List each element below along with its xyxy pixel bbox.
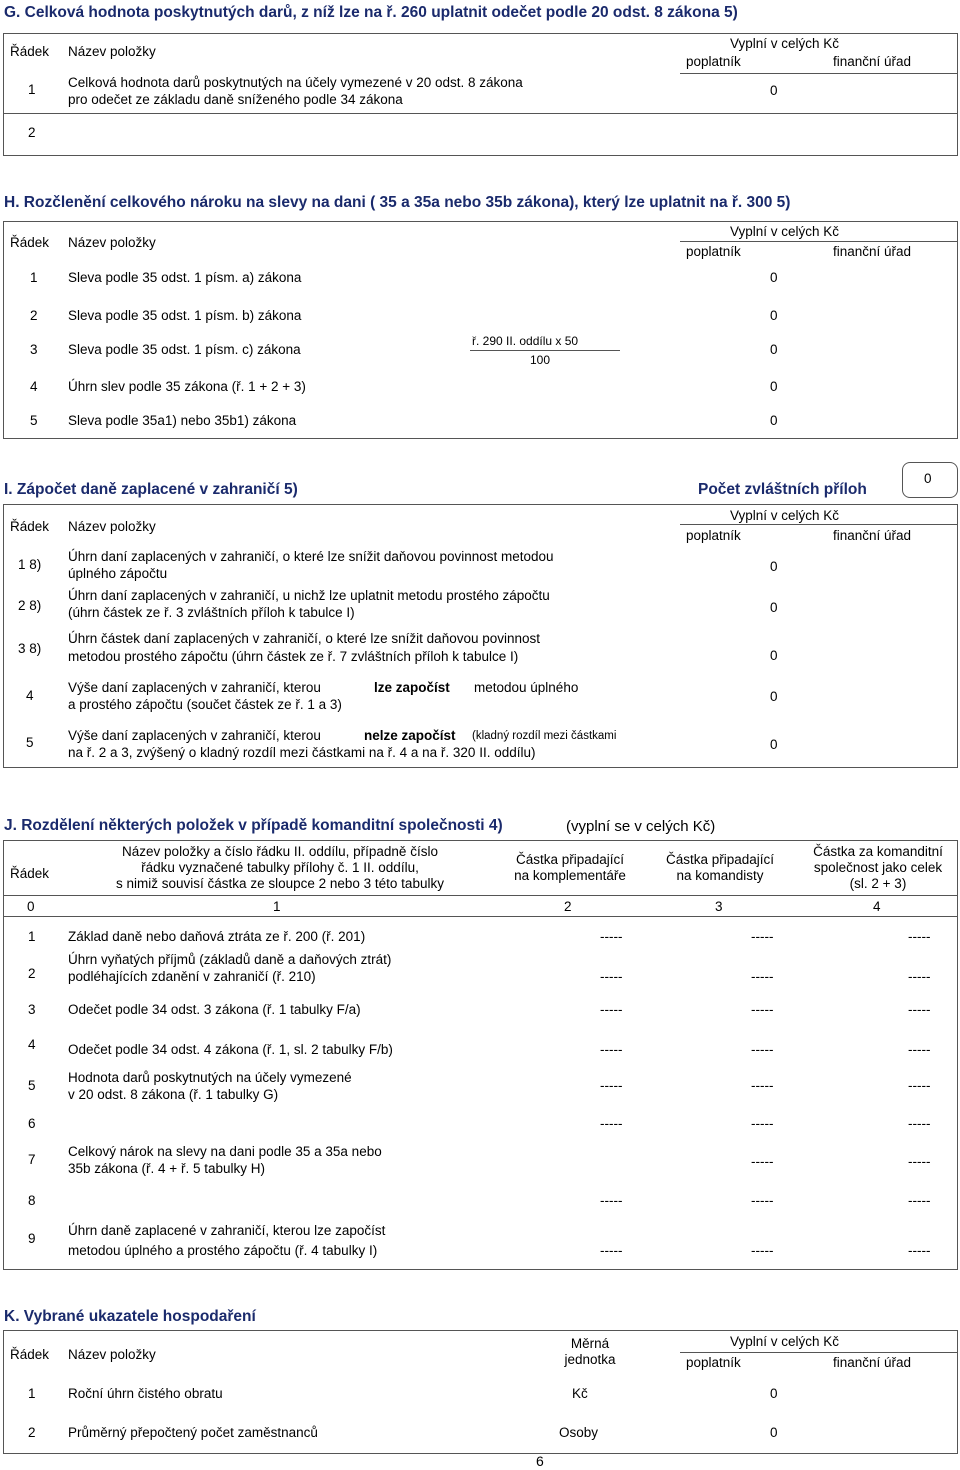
j-row8-num: 8 [28, 1193, 36, 1208]
j-r7-c3[interactable]: ----- [751, 1154, 774, 1169]
h-row5-num: 5 [30, 413, 38, 428]
g-row1-value[interactable]: 0 [770, 83, 778, 98]
i-col-nazev: Název položky [68, 519, 156, 534]
section-k-title: K. Vybrané ukazatele hospodaření [4, 1308, 256, 1325]
i-row3-num: 3 8) [18, 641, 42, 656]
i-row1-text-b: úplného zápočtu [68, 566, 168, 581]
j-r8-c3[interactable]: ----- [751, 1193, 774, 1208]
i-row3-text-b: metodou prostého zápočtu (úhrn částek ze ř. 7 zvláštních příloh k tabulce I) [68, 649, 519, 664]
j-r3-c3[interactable]: ----- [751, 1002, 774, 1017]
i-row1-value[interactable]: 0 [770, 559, 778, 574]
g-row1-text-b: pro odečet ze základu daně sníženého podle 34 zákona [68, 92, 403, 107]
section-h-title: H. Rozčlenění celkového nároku na slevy na dani ( 35 a 35a nebo 35b zákona), který lze uplatnit na ř. 300 5) [4, 194, 791, 211]
j-row1-num: 1 [28, 929, 36, 944]
j-row7-text-b: 35b zákona (ř. 4 + ř. 5 tabulky H) [68, 1161, 265, 1176]
k-col-radek: Řádek [10, 1347, 50, 1362]
j-row3-text: Odečet podle 34 odst. 3 zákona (ř. 1 tabulky F/a) [68, 1002, 361, 1017]
j-row2-num: 2 [28, 966, 36, 981]
k-row1-text: Roční úhrn čistého obratu [68, 1386, 223, 1401]
j-row2-text-b: podléhajících zdanění v zahraničí (ř. 210) [68, 969, 316, 984]
j-r1-c3[interactable]: ----- [751, 929, 774, 944]
j-row6-num: 6 [28, 1116, 36, 1131]
h-fraction-bottom: 100 [530, 353, 551, 367]
i-row4-text-a2: lze započíst [374, 680, 450, 695]
i-pocet-value: 0 [924, 471, 932, 486]
h-row3-num: 3 [30, 342, 38, 357]
j-r2-c3[interactable]: ----- [751, 969, 774, 984]
h-row4-text: Úhrn slev podle 35 zákona (ř. 1 + 2 + 3) [68, 379, 306, 394]
i-row2-text-b: (úhrn částek ze ř. 3 zvláštních příloh k tabulce I) [68, 605, 355, 620]
h-row5-text: Sleva podle 35a1) nebo 35b1) zákona [68, 413, 297, 428]
i-col-poplatnik: poplatník [686, 528, 741, 543]
k-row2-num: 2 [28, 1425, 36, 1440]
j-row9-num: 9 [28, 1231, 36, 1246]
i-row5-text-a3: (kladný rozdíl mezi částkami [472, 730, 617, 742]
g-row1-num: 1 [28, 82, 36, 97]
h-col-vyplni: Vyplní v celých Kč [730, 224, 840, 239]
j-r2-c4[interactable]: ----- [908, 969, 931, 984]
g-col-urad: finanční úřad [833, 54, 912, 69]
h-row1-num: 1 [30, 270, 38, 285]
i-row1-num: 1 8) [18, 557, 42, 572]
j-r6-c3[interactable]: ----- [751, 1116, 774, 1131]
j-r5-c4[interactable]: ----- [908, 1078, 931, 1093]
k-row2-text: Průměrný přepočtený počet zaměstnanců [68, 1425, 318, 1440]
i-row2-value[interactable]: 0 [770, 600, 778, 615]
j-row7-text-a: Celkový nárok na slevy na dani podle 35 a 35a nebo [68, 1144, 382, 1159]
i-row3-text-a: Úhrn částek daní zaplacených v zahraničí, o které lze snížit daňovou povinnost [68, 631, 541, 646]
section-g-title: G. Celková hodnota poskytnutých darů, z níž lze na ř. 260 uplatnit odečet podle 20 odst. 8 zákona 5) [4, 4, 738, 21]
k-row2-unit: Osoby [559, 1425, 599, 1440]
j-r2-c2[interactable]: ----- [600, 969, 623, 984]
j-r3-c4[interactable]: ----- [908, 1002, 931, 1017]
h-row3-text: Sleva podle 35 odst. 1 písm. c) zákona [68, 342, 301, 357]
i-row5-text-a2: nelze započíst [364, 728, 456, 743]
i-row5-text-a1: Výše daní zaplacených v zahraničí, kterou [68, 728, 321, 743]
j-r9-c2[interactable]: ----- [600, 1243, 623, 1258]
k-col-urad: finanční úřad [833, 1355, 912, 1370]
j-row9-text-a: Úhrn daně zaplacené v zahraničí, kterou lze započíst [68, 1223, 386, 1238]
section-i-title: I. Zápočet daně zaplacené v zahraničí 5) [4, 481, 298, 498]
j-r6-c4[interactable]: ----- [908, 1116, 931, 1131]
g-row1-text-a: Celková hodnota darů poskytnutých na účely vymezené v 20 odst. 8 zákona [68, 75, 523, 90]
j-colnum-1: 1 [273, 899, 281, 914]
j-colnum-4: 4 [873, 899, 881, 914]
i-col-radek: Řádek [10, 519, 50, 534]
g-col-vyplni: Vyplní v celých Kč [730, 36, 840, 51]
j-col-radek: Řádek [10, 866, 50, 881]
k-col-vyplni: Vyplní v celých Kč [730, 1334, 840, 1349]
k-row2-value[interactable]: 0 [770, 1425, 778, 1440]
j-r8-c2[interactable]: ----- [600, 1193, 623, 1208]
i-row5-num: 5 [26, 735, 34, 750]
i-col-vyplni: Vyplní v celých Kč [730, 508, 840, 523]
i-col-urad: finanční úřad [833, 528, 912, 543]
h-row2-value[interactable]: 0 [770, 308, 778, 323]
j-col-komplementar: Částka připadající na komplementáře [514, 852, 626, 883]
h-row2-num: 2 [30, 308, 38, 323]
j-colnum-2: 2 [564, 899, 572, 914]
j-title-note: (vyplní se v celých Kč) [566, 818, 716, 835]
section-h-table [3, 221, 958, 439]
i-row2-text-a: Úhrn daní zaplacených v zahraničí, u nichž lze uplatnit metodu prostého zápočtu [68, 588, 550, 603]
h-row2-text: Sleva podle 35 odst. 1 písm. b) zákona [68, 308, 302, 323]
j-r1-c2[interactable]: ----- [600, 929, 623, 944]
i-row4-text-a1: Výše daní zaplacených v zahraničí, kterou [68, 680, 321, 695]
j-row7-num: 7 [28, 1152, 36, 1167]
j-col-nazev: Název položky a číslo řádku II. oddílu, případně číslo řádku vyznačené tabulky přílohy č. 1 II. oddílu, s nimiž souvisí částka ze sloupce 2 nebo 3 této tabulky [116, 844, 444, 891]
h-row1-text: Sleva podle 35 odst. 1 písm. a) zákona [68, 270, 302, 285]
h-row4-num: 4 [30, 379, 38, 394]
k-col-merna: Měrná jednotka [564, 1336, 616, 1367]
j-r7-c4[interactable]: ----- [908, 1154, 931, 1169]
j-r1-c4[interactable]: ----- [908, 929, 931, 944]
section-j-title: J. Rozdělení některých položek v případě komanditní společnosti 4) [4, 817, 503, 834]
j-colnum-3: 3 [715, 899, 723, 914]
h-row4-value[interactable]: 0 [770, 379, 778, 394]
j-row1-text: Základ daně nebo daňová ztráta ze ř. 200 (ř. 201) [68, 929, 366, 944]
j-r5-c2[interactable]: ----- [600, 1078, 623, 1093]
g-col-poplatnik: poplatník [686, 54, 741, 69]
j-row5-num: 5 [28, 1078, 36, 1093]
k-col-poplatnik: poplatník [686, 1355, 741, 1370]
j-row5-text-b: v 20 odst. 8 zákona (ř. 1 tabulky G) [68, 1087, 279, 1102]
g-row2-num: 2 [28, 125, 36, 140]
i-row4-value[interactable]: 0 [770, 689, 778, 704]
h-col-nazev: Název položky [68, 235, 156, 250]
h-row5-value[interactable]: 0 [770, 413, 778, 428]
j-colnum-0: 0 [27, 899, 35, 914]
j-row2-text-a: Úhrn vyňatých příjmů (základů daně a daňových ztrát) [68, 952, 392, 967]
i-row2-num: 2 8) [18, 598, 42, 613]
i-row4-text-a3: metodou úplného [474, 680, 579, 695]
k-col-nazev: Název položky [68, 1347, 156, 1362]
j-row4-text: Odečet podle 34 odst. 4 zákona (ř. 1, sl. 2 tabulky F/b) [68, 1042, 393, 1057]
j-r5-c3[interactable]: ----- [751, 1078, 774, 1093]
g-col-nazev: Název položky [68, 44, 156, 59]
g-col-radek: Řádek [10, 44, 50, 59]
j-r8-c4[interactable]: ----- [908, 1193, 931, 1208]
i-row5-text-b: na ř. 2 a 3, zvýšený o kladný rozdíl mezi částkami na ř. 4 a na ř. 320 II. oddílu) [68, 745, 536, 760]
j-col-komandista: Částka připadající na komandisty [665, 852, 775, 883]
j-r4-c4[interactable]: ----- [908, 1042, 931, 1057]
i-row3-value[interactable]: 0 [770, 648, 778, 663]
k-row1-value[interactable]: 0 [770, 1386, 778, 1401]
h-fraction-top: ř. 290 II. oddílu x 50 [472, 334, 579, 348]
i-row1-text-a: Úhrn daní zaplacených v zahraničí, o které lze snížit daňovou povinnost metodou [68, 549, 554, 564]
j-r6-c2[interactable]: ----- [600, 1116, 623, 1131]
j-r3-c2[interactable]: ----- [600, 1002, 623, 1017]
h-col-poplatnik: poplatník [686, 244, 741, 259]
j-row3-num: 3 [28, 1002, 36, 1017]
k-row1-unit: Kč [572, 1386, 588, 1401]
j-r9-c3[interactable]: ----- [751, 1243, 774, 1258]
i-pocet-label: Počet zvláštních příloh [698, 481, 867, 498]
h-col-radek: Řádek [10, 235, 50, 250]
i-row4-text-b: a prostého zápočtu (součet částek ze ř. 1 a 3) [68, 697, 342, 712]
h-row1-value[interactable]: 0 [770, 270, 778, 285]
i-row4-num: 4 [26, 688, 34, 703]
k-row1-num: 1 [28, 1386, 36, 1401]
j-r4-c3[interactable]: ----- [751, 1042, 774, 1057]
j-row5-text-a: Hodnota darů poskytnutých na účely vymezené [68, 1070, 352, 1085]
h-col-urad: finanční úřad [833, 244, 912, 259]
j-r4-c2[interactable]: ----- [600, 1042, 623, 1057]
j-row9-text-b: metodou úplného a prostého zápočtu (ř. 4 tabulky I) [68, 1243, 378, 1258]
j-r9-c4[interactable]: ----- [908, 1243, 931, 1258]
j-row4-num: 4 [28, 1037, 36, 1052]
h-row3-value[interactable]: 0 [770, 342, 778, 357]
i-row5-value[interactable]: 0 [770, 737, 778, 752]
j-col-celek: Částka za komanditní společnost jako celek (sl. 2 + 3) [813, 844, 943, 891]
page-number: 6 [536, 1453, 544, 1469]
